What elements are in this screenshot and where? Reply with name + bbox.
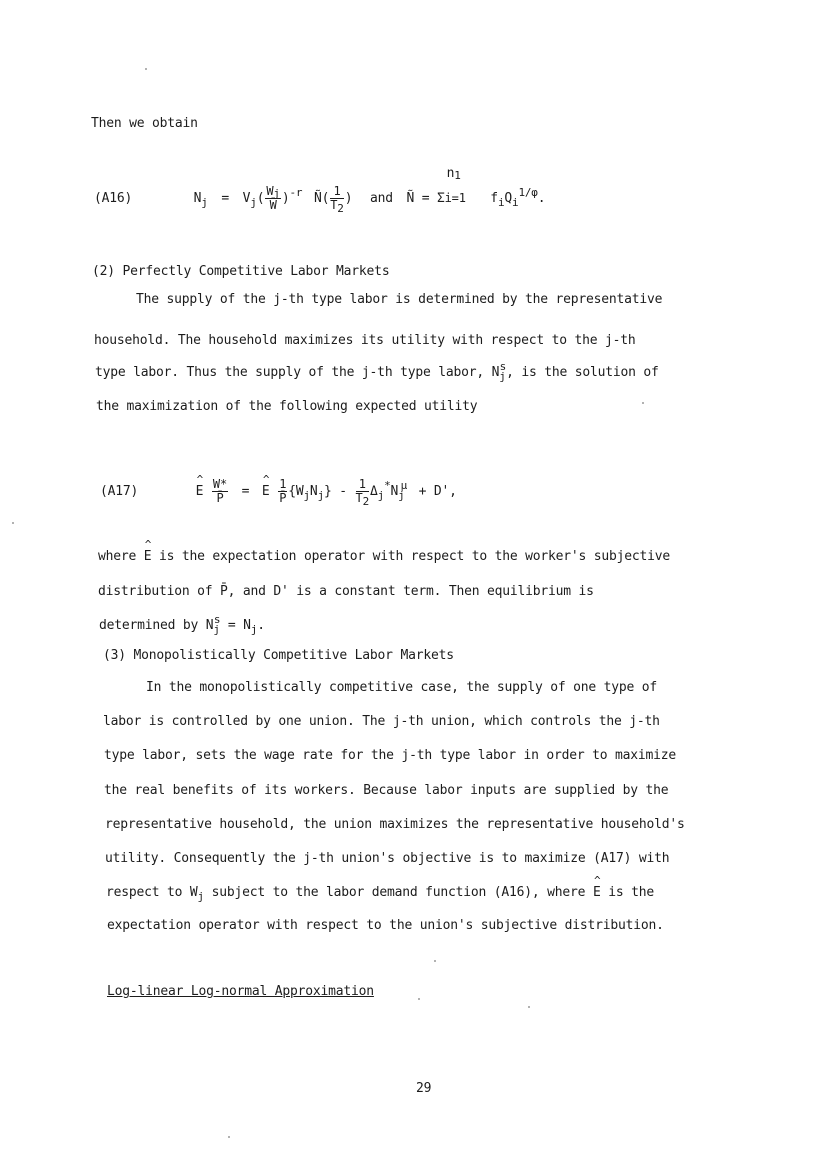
intro-text: Then we obtain [91,116,198,131]
page-number: 29 [416,1081,432,1096]
scan-speck [228,1136,230,1138]
scan-speck [528,1006,530,1008]
inverse-t2-fraction: $\frac{1}{T2}$ [330,184,344,215]
equation-a17: (A17) ^ E $\frac{W*}{P̄}$ = ^ E $\frac{1}{P̄}$ $\{W_jN_j\}$ - $\frac{1}{T2}$ $\Delta_j^*N_j^\mu + D'$, [100,478,457,518]
real-wage-fraction: $\frac{W*}{P̄}$ [212,477,227,505]
paragraph-line: where ^ E is the expectation operator with respect to the worker's subjective [98,549,670,565]
paragraph-line: representative household, the union maximizes the representative household's [105,817,685,832]
paragraph-line: the real benefits of its workers. Because labor inputs are supplied by the [104,783,669,798]
section-heading-monopolistic-competition: (3) Monopolistically Competitive Labor Markets [103,648,454,663]
scan-speck [434,960,436,962]
paragraph-line: respect to $W_j$ subject to the labor demand function (A16), where ^ E is the [106,885,654,901]
paragraph-line: the maximization of the following expected utility [96,399,478,414]
paragraph-line: expectation operator with respect to the union's subjective distribution. [107,918,664,933]
equation-a16: (A16) $N_j = V_j$( $\frac{Wj}{W̄}$ )$^{-r}$ Ñ( $\frac{1}{T2}$ ) and Ñ = Σ n1 i=1 $f_iQ_i^{1/\varphi}$. [94,166,546,215]
section-heading-perfect-competition: (2) Perfectly Competitive Labor Markets [92,264,390,279]
paragraph-line: utility. Consequently the j-th union's objective is to maximize (A17) with [105,851,670,866]
wage-ratio-fraction: $\frac{Wj}{W̄}$ [266,184,280,212]
scan-speck [418,998,420,1000]
paragraph-line: In the monopolistically competitive case, the supply of one type of [146,680,657,695]
scan-speck [642,402,644,404]
scan-speck [145,68,147,70]
paragraph-line: household. The household maximizes its utility with respect to the j-th [94,333,636,348]
equation-label: (A17) [100,484,139,499]
summation-limits: n1 i=1 [444,166,466,205]
equation-label: (A16) [94,191,133,206]
paragraph-line: distribution of P̄, and D' is a constant term. Then equilibrium is [98,584,594,599]
subsection-heading: Log-linear Log-normal Approximation [107,984,374,999]
paragraph-line: determined by $N_j^s = N_j$. [99,613,265,636]
paragraph-line: The supply of the j-th type labor is determined by the representative [136,292,663,307]
inverse-price-fraction: $\frac{1}{P̄}$ [279,477,287,505]
paragraph-line: type labor. Thus the supply of the j-th type labor, $N_j^s$, is the solution of [95,360,659,383]
paragraph-line: type labor, sets the wage rate for the j-th type labor in order to maximize [104,748,676,763]
paragraph-line: labor is controlled by one union. The j-th union, which controls the j-th [103,714,660,729]
scan-speck [12,522,14,524]
inverse-t2-fraction: $\frac{1}{T2}$ [355,477,369,508]
